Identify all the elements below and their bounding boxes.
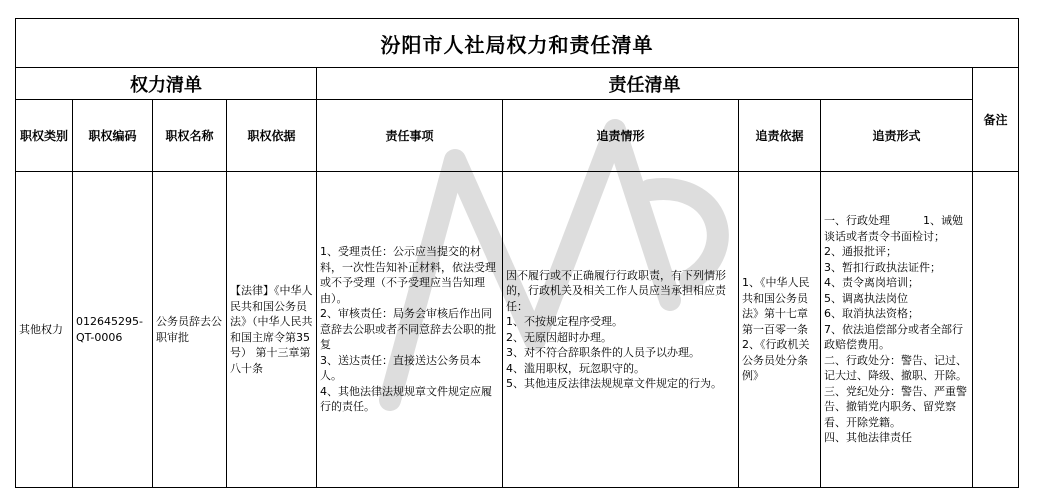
responsibility-list-header: 责任清单 xyxy=(317,68,973,100)
accountability-basis-header: 追责依据 xyxy=(739,100,821,172)
duty-cell: 1、受理责任：公示应当提交的材料，一次性告知补正材料，依法受理或不予受理（不予受理应当告知理由）。 2、审核责任：局务会审核后作出同意辞去公职或者不同意辞去公职的批复 3、送达责任：直接送达公务员本人。 4、其他法律法规规章文件规定应履行的责任。 xyxy=(317,172,503,488)
remark-cell xyxy=(973,172,1019,488)
remark-header: 备注 xyxy=(973,68,1019,172)
table-row xyxy=(16,172,1019,488)
accountability-form-cell: 一、行政处理 1、诫勉谈话或者责令书面检讨； 2、通报批评； 3、暂扣行政执法证件； 4、责令离岗培训； 5、调离执法岗位 6、取消执法资格； 7、依法追偿部分或者全部行政赔偿费用。 二、行政处分：警告、记过、记大过、降级、撤职、开除。 三、党纪处分：警告、严重警告、撤销党内职务、留党察看、开除党籍。 四、其他法律责任 xyxy=(821,172,973,488)
power-list-header: 权力清单 xyxy=(16,68,317,100)
category-header: 职权类别 xyxy=(16,100,73,172)
basis-cell: 【法律】《中华人民共和国公务员法》（中华人民共和国主席令第35号） 第十三章第八十条 xyxy=(227,172,317,488)
accountability-cell: 因不履行或不正确履行行政职责，有下列情形的，行政机关及相关工作人员应当承担相应责任： 1、不按规定程序受理。 2、无原因超时办理。 3、对不符合辞职条件的人员予以办理。 4、滥用职权，玩忽职守的。 5、其他违反法律法规规章文件规定的行为。 xyxy=(503,172,739,488)
power-responsibility-table xyxy=(15,18,1019,488)
name-cell: 公务员辞去公职审批 xyxy=(153,172,227,488)
table-title: 汾阳市人社局权力和责任清单 xyxy=(16,19,1019,68)
accountability-form-header: 追责形式 xyxy=(821,100,973,172)
code-header: 职权编码 xyxy=(73,100,153,172)
code-cell: 012645295-QT-0006 xyxy=(73,172,153,488)
name-header: 职权名称 xyxy=(153,100,227,172)
accountability-basis-cell: 1、《中华人民共和国公务员法》第十七章第一百零一条 2、《行政机关公务员处分条例》 xyxy=(739,172,821,488)
category-cell: 其他权力 xyxy=(16,172,73,488)
accountability-header: 追责情形 xyxy=(503,100,739,172)
basis-header: 职权依据 xyxy=(227,100,317,172)
duty-header: 责任事项 xyxy=(317,100,503,172)
